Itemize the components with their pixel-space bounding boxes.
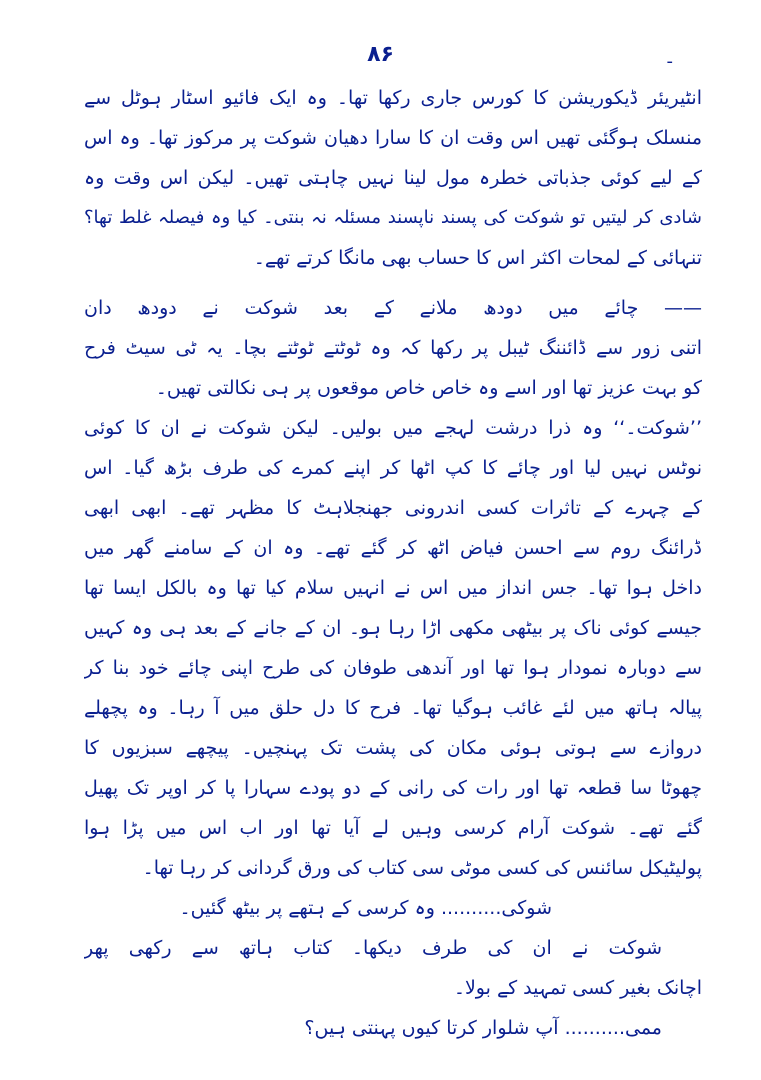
text-line: گئے تھے۔ شوکت آرام کرسی وہیں لے آیا تھا اور اب اس میں پڑا ہوا [84, 817, 702, 839]
text-line: دروازے سے ہوتی ہوئی مکان کی پشت تک پہنچیں۔ پیچھے سبزیوں کا [84, 737, 702, 759]
text-line: شادی کر لیتیں تو شوکت کی پسند ناپسند مسئلہ نہ بنتی۔ کیا وہ فیصلہ غلط تھا؟ [84, 207, 702, 228]
text-line: چھوٹا سا قطعہ تھا اور رات کی رانی کے دو پودے سہارا پا کر اوپر تک پھیل [84, 777, 702, 799]
text-line: منسلک ہوگئی تھیں اس وقت ان کا سارا دھیان شوکت پر مرکوز تھا۔ وہ اس [84, 127, 702, 149]
text-line: پولیٹیکل سائنس کی کسی موٹی سی کتاب کی ورق گردانی کر رہا تھا۔ [142, 857, 702, 879]
text-line: پیالہ ہاتھ میں لئے غائب ہوگیا تھا۔ فرح کا دل حلق میں آ رہا۔ وہ پچھلے [84, 697, 702, 719]
text-line: کو بہت عزیز تھا اور اسے وہ خاص خاص موقعوں پر ہی نکالتی تھیں۔ [155, 377, 702, 399]
text-line: ڈرائنگ روم سے احسن فیاض اٹھ کر گئے تھے۔ وہ ان کے سامنے گھر میں [84, 537, 702, 559]
text-line: کے لیے کوئی جذباتی خطرہ مول لینا نہیں چاہتی تھیں۔ لیکن اس وقت وہ [84, 167, 702, 189]
text-line: ممی.......... آپ شلوار کرتا کیوں پہنتی ہیں؟ [304, 1017, 662, 1039]
text-line: اچانک بغیر کسی تمہید کے بولا۔ [453, 977, 702, 999]
text-line: داخل ہوا تھا۔ جس انداز میں اس نے انہیں سلام کیا تھا وہ بالکل ایسا تھا [84, 577, 702, 599]
text-line: جیسے کوئی ناک پر بیٹھی مکھی اڑا رہا ہو۔ ان کے جانے کے بعد ہی وہ کہیں [84, 617, 702, 639]
text-line: شوکت نے ان کی طرف دیکھا۔ کتاب ہاتھ سے رکھی پھر [84, 937, 662, 959]
text-line: ’’شوکت۔‘‘ وہ ذرا درشت لہجے میں بولیں۔ لیکن شوکت نے ان کا کوئی [84, 417, 702, 439]
corner-mark: - [666, 51, 673, 72]
text-line: انٹیریئر ڈیکوریشن کا کورس جاری رکھا تھا۔ وہ ایک فائیو اسٹار ہوٹل سے [84, 87, 702, 109]
text-line: تنہائی کے لمحات اکثر اس کا حساب بھی مانگا کرتے تھے۔ [253, 247, 702, 269]
text-line: کے چہرے کے تاثرات کسی اندرونی جھنجلاہٹ کا مظہر تھے۔ ابھی ابھی [84, 497, 702, 519]
text-line: شوکی.......... وہ کرسی کے ہتھے پر بیٹھ گئیں۔ [179, 897, 552, 919]
text-line: نوٹس نہیں لیا اور چائے کا کپ اٹھا کر اپنے کمرے کی طرف بڑھ گیا۔ اس [84, 457, 702, 479]
page-number: ۸۶ [367, 42, 394, 67]
text-line: سے دوبارہ نمودار ہوا تھا اور آندھی طوفان کی طرح اپنی چائے خود بنا کر [84, 657, 702, 679]
text-line: —— چائے میں دودھ ملانے کے بعد شوکت نے دودھ دان [84, 297, 702, 319]
text-line: اتنی زور سے ڈائننگ ٹیبل پر رکھا کہ وہ ٹوٹتے ٹوٹتے بچا۔ یہ ٹی سیٹ فرح [84, 337, 702, 359]
text-body [84, 78, 702, 1048]
